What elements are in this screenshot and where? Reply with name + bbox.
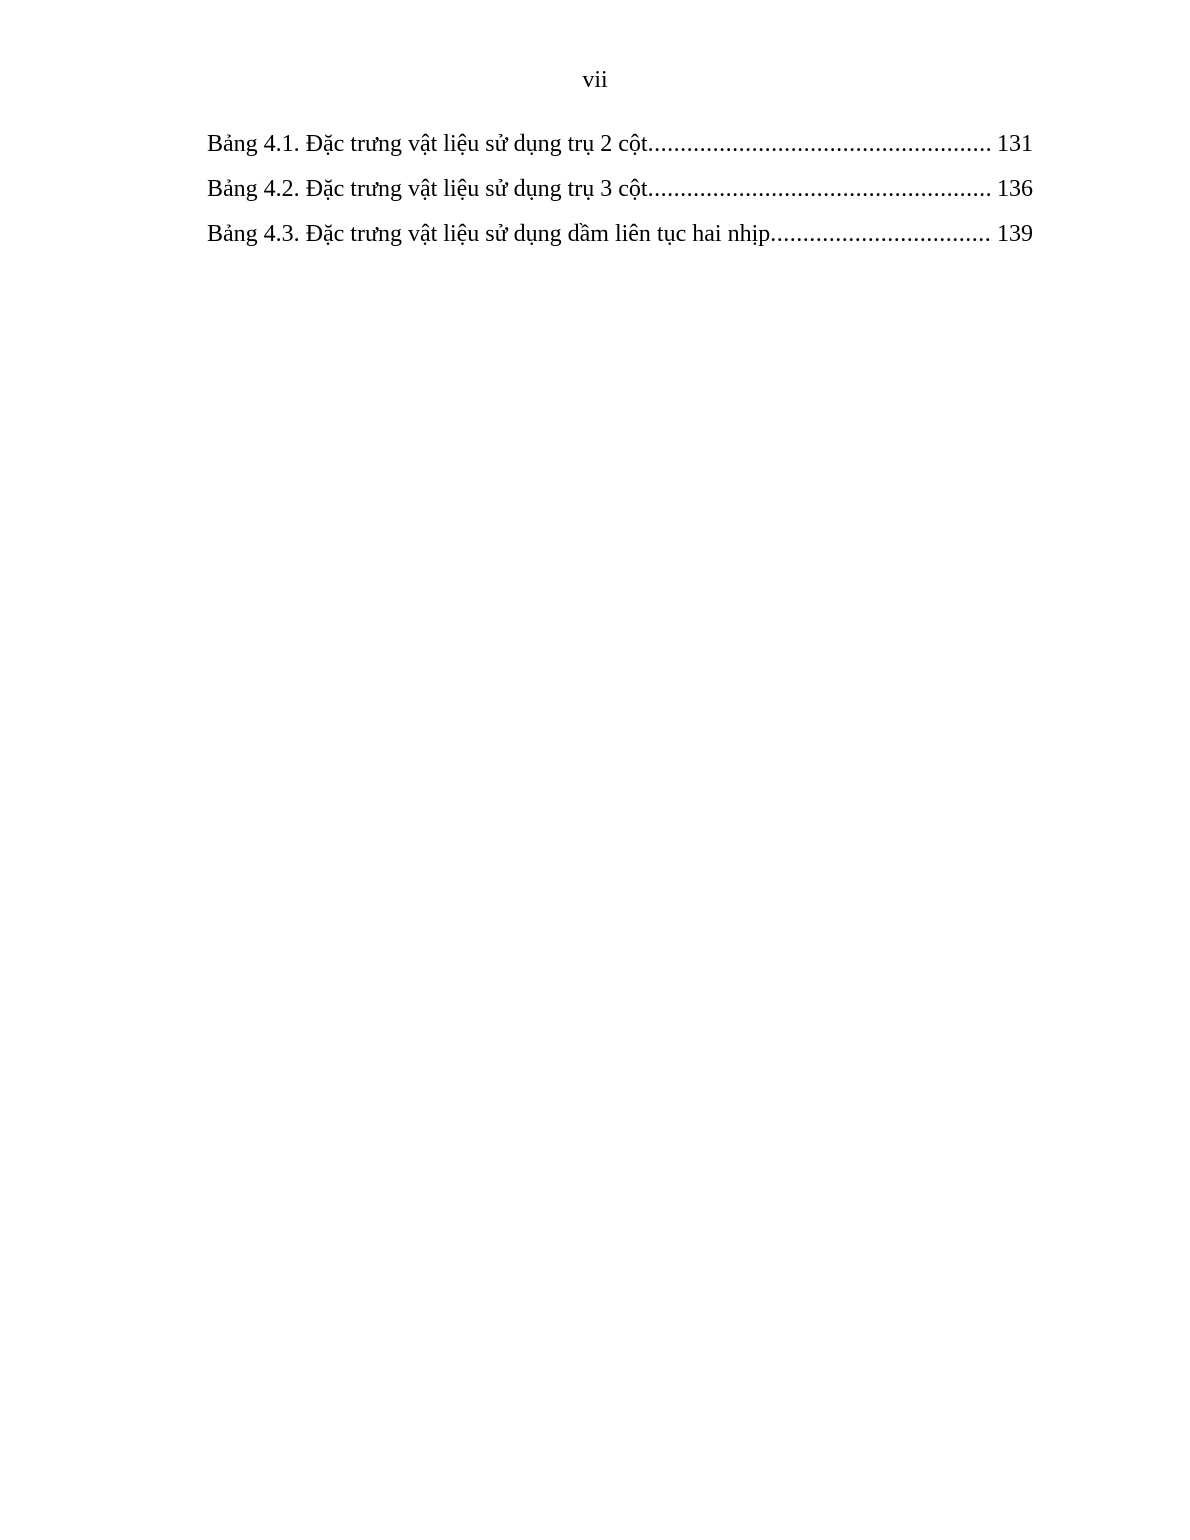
toc-entry[interactable] [207, 172, 1033, 217]
toc-dot-leader [648, 172, 991, 206]
list-of-tables [207, 127, 1033, 262]
toc-entry-page: 131 [997, 131, 1033, 157]
toc-entry-page: 136 [997, 176, 1033, 202]
toc-entry[interactable] [207, 127, 1033, 172]
toc-entry-title: Bảng 4.1. Đặc trưng vật liệu sử dụng trụ 2 cột [207, 131, 648, 157]
toc-dot-leader [648, 127, 991, 161]
toc-entry-page: 139 [997, 221, 1033, 247]
page-number: vii [582, 67, 608, 93]
toc-entry[interactable] [207, 217, 1033, 262]
toc-dot-leader [770, 217, 991, 251]
toc-entry-title: Bảng 4.3. Đặc trưng vật liệu sử dụng dầm liên tục hai nhịp [207, 221, 771, 247]
toc-entry-title: Bảng 4.2. Đặc trưng vật liệu sử dụng trụ 3 cột [207, 176, 648, 202]
